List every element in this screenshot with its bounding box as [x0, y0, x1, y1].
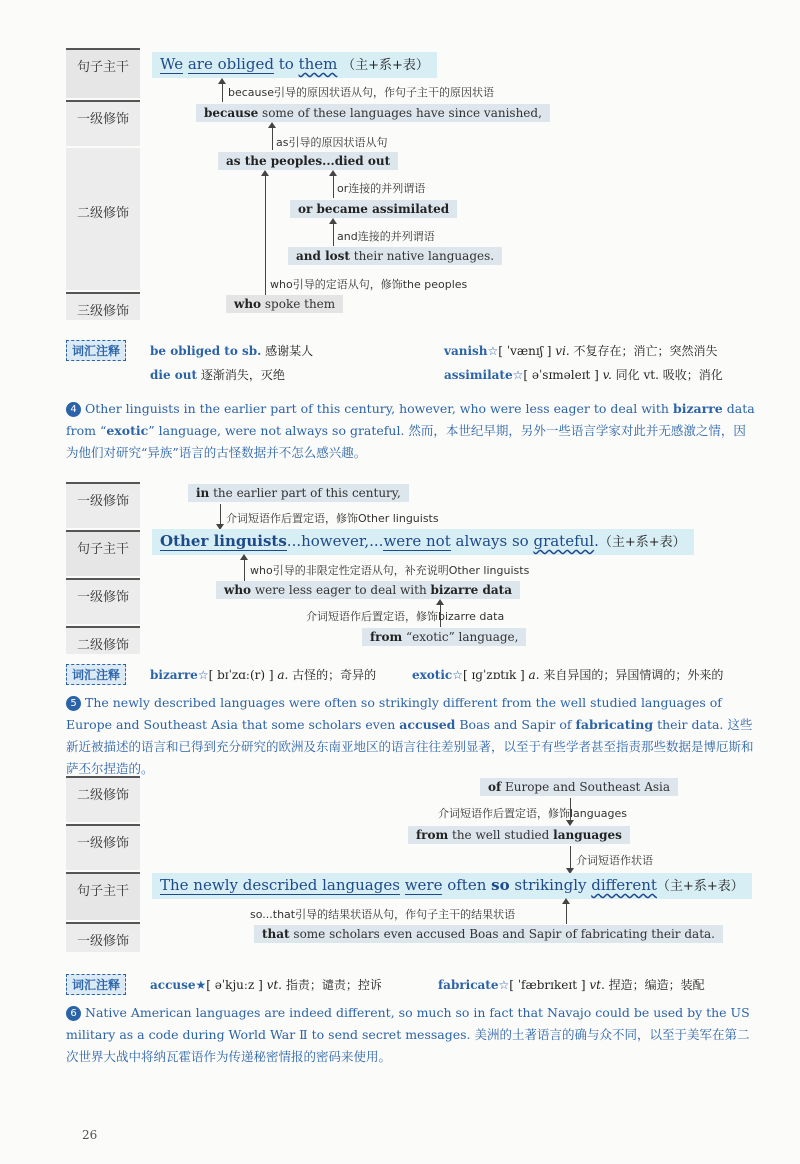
main-verb: were not [383, 532, 451, 550]
level-label-main: 句子主干 [66, 872, 140, 899]
modifier-box: and lost their native languages. [288, 247, 502, 265]
note: 介词短语作状语 [576, 854, 653, 867]
note: who引导的定语从句，修饰the peoples [270, 278, 468, 291]
level-label-main: 句子主干 [66, 48, 140, 75]
level-label-1: 一级修饰 [66, 578, 140, 605]
note: as引导的原因状语从句 [276, 136, 388, 149]
main-clause: The newly described languages were often so strikingly different（主+系+表） [152, 873, 752, 899]
note: so...that引导的结果状语从句，作句子主干的结果状语 [250, 908, 516, 921]
note: who引导的非限定性定语从句，补充说明Other linguists [250, 564, 530, 577]
modifier-box: who spoke them [226, 295, 343, 313]
paragraph-number: 5 [66, 696, 81, 711]
modifier-box: who were less eager to deal with bizarre data [216, 581, 520, 599]
note: or连接的并列谓语 [337, 182, 426, 195]
paragraph-5: 5 The newly described languages were often so strikingly different from the well studied languages of Europe and Southeast Asia that some scholars even accused Boas and Sapir of fabricating their data. 这些新近被描述的语言和已得到充分研究的欧洲及东南亚地区的语言往往差别显著，以至于有些学者甚至指责那些数据是博厄斯和萨丕尔捏造的。 [66, 695, 754, 776]
main-structure: （主+系+表） [598, 535, 686, 550]
arrow-icon [329, 170, 337, 176]
page-number: 26 [82, 1128, 98, 1142]
paragraph-4: 4 Other linguists in the earlier part of this century, however, who were less eager to deal with bizarre data from “exotic” language, were not always so grateful. 然而，本世纪早期，另外一些语言学家对此并无感激之情，因为他们对研究“异族”语言的古怪数据并不怎么感兴趣。 [66, 401, 755, 460]
arrow-icon [218, 78, 226, 84]
main-verb: were [404, 876, 443, 894]
arrow-icon [261, 170, 269, 176]
note: because引导的原因状语从句，作句子主干的原因状语 [228, 86, 495, 99]
level-label-1: 一级修饰 [66, 922, 140, 949]
paragraph-number: 6 [66, 1006, 81, 1021]
main-predicative: grateful [533, 532, 595, 550]
main-subject: The newly described languages [160, 876, 400, 894]
vocab-entry: assimilate☆[ əˈsɪməleɪt ] v. 同化 vt. 吸收；消化 [444, 368, 723, 382]
modifier-box: because some of these languages have since vanished, [196, 104, 550, 122]
main-verb: are obliged [187, 55, 274, 73]
modifier-box: of Europe and Southeast Asia [480, 778, 678, 796]
level-label-main: 句子主干 [66, 530, 140, 557]
modifier-box: or became assimilated [290, 200, 457, 218]
note: and连接的并列谓语 [337, 230, 435, 243]
note: 介词短语作后置定语，修饰bizarre data [306, 610, 505, 623]
main-structure: （主+系+表） [342, 58, 429, 73]
arrow-icon [329, 218, 337, 224]
vocab-entry: accuse★[ əˈkjuːz ] vt. 指责；谴责；控诉 [150, 978, 382, 992]
modifier-box: in the earlier part of this century, [188, 484, 409, 502]
vocab-entry: die out 逐渐消失，灭绝 [150, 368, 285, 382]
level-label-1: 一级修饰 [66, 482, 140, 509]
modifier-box: from the well studied languages [408, 826, 630, 844]
main-clause: Other linguists...however,...were not always so grateful.（主+系+表） [152, 529, 694, 555]
modifier-box: that some scholars even accused Boas and Sapir of fabricating their data. [254, 925, 723, 943]
main-subject: Other linguists [160, 532, 287, 550]
arrow-icon [436, 599, 444, 605]
arrow-icon [268, 122, 276, 128]
vocab-tag: 词汇注释 [66, 664, 126, 685]
vocab-entry: exotic☆[ ɪɡˈzɒtɪk ] a. 来自异国的；异国情调的；外来的 [412, 668, 724, 682]
paragraph-number: 4 [66, 402, 81, 417]
arrow-icon [562, 898, 570, 904]
connector-line [265, 172, 266, 296]
level-label-3: 三级修饰 [66, 292, 140, 319]
modifier-box: as the peoples...died out [218, 152, 398, 170]
main-predicative: them [298, 55, 338, 73]
note: 介词短语作后置定语，修饰languages [438, 807, 627, 820]
paragraph-6: 6 Native American languages are indeed different, so much so in fact that Navajo could be used by the US military as a code during World War Ⅱ to send secret messages. 美洲的土著语言的确与众不同，以至于美军在第二次世界大战中将纳瓦霍语作为传递秘密情报的密码来使用。 [66, 1005, 750, 1064]
level-label-2: 二级修饰 [76, 206, 129, 221]
level-label-1: 一级修饰 [66, 824, 140, 851]
level-label-2: 二级修饰 [66, 776, 140, 803]
main-structure: （主+系+表） [656, 879, 744, 894]
vocab-entry: vanish☆[ ˈvænɪʃ ] vi. 不复存在；消亡；突然消失 [444, 344, 718, 358]
main-subject: We [160, 55, 184, 73]
level-label-2: 二级修饰 [66, 626, 140, 653]
vocab-entry: bizarre☆[ bɪˈzɑː(r) ] a. 古怪的；奇异的 [150, 668, 377, 682]
main-clause [152, 52, 437, 78]
arrow-icon [240, 554, 248, 560]
vocab-tag: 词汇注释 [66, 340, 126, 361]
main-predicative: different [591, 876, 657, 894]
vocab-entry: fabricate☆[ ˈfæbrɪkeɪt ] vt. 捏造；编造；装配 [438, 978, 705, 992]
note: 介词短语作后置定语，修饰Other linguists [226, 512, 439, 525]
vocab-tag: 词汇注释 [66, 974, 126, 995]
modifier-box: from “exotic” language, [362, 628, 526, 646]
vocab-entry: be obliged to sb. 感谢某人 [150, 344, 314, 358]
main-prep: to [278, 55, 294, 73]
level-label-1: 一级修饰 [66, 100, 140, 127]
